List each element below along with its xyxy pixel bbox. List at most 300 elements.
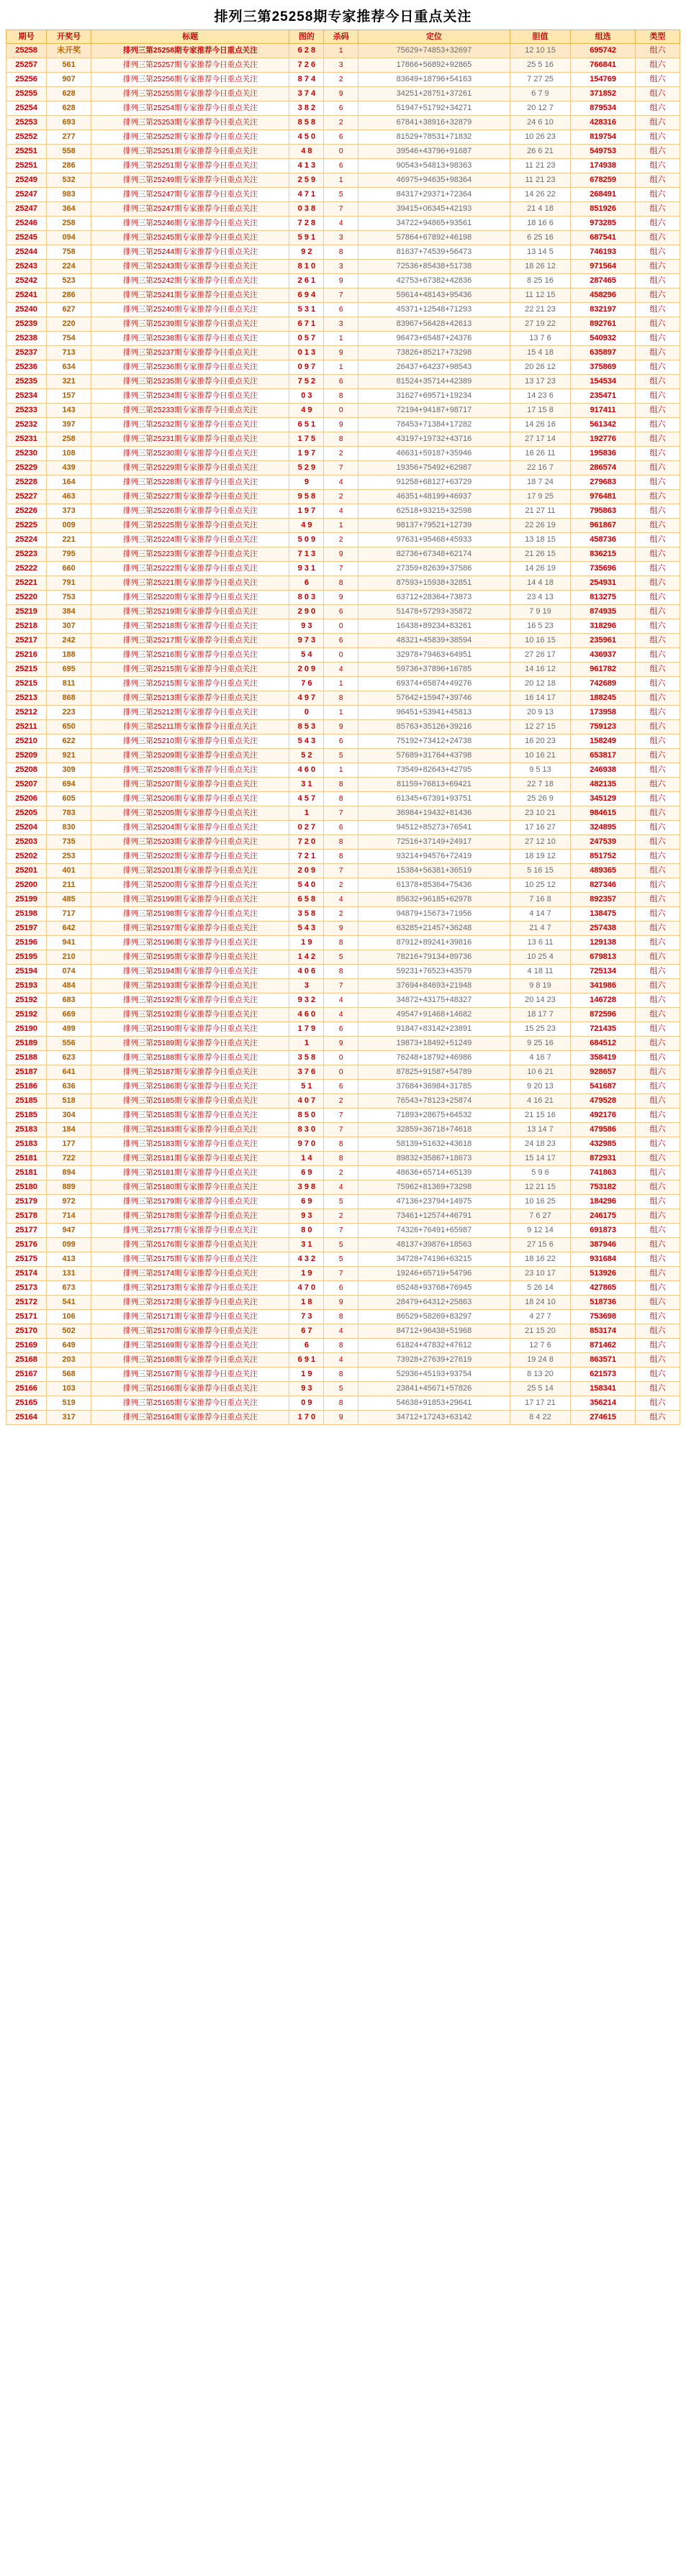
- table-row[interactable]: [6, 1353, 680, 1367]
- cell-draw-number: 373: [47, 504, 91, 519]
- cell-title-link[interactable]: 排列三第25199期专家推荐今日重点关注: [91, 893, 289, 907]
- table-row[interactable]: [6, 634, 680, 648]
- cell-images: 9 5 8: [289, 490, 324, 504]
- table-row[interactable]: [6, 58, 680, 73]
- cell-title-link[interactable]: 排列三第25189期专家推荐今日重点关注: [91, 1037, 289, 1051]
- cell-title-link[interactable]: 排列三第25167期专家推荐今日重点关注: [91, 1367, 289, 1382]
- cell-images: 5 2: [289, 749, 324, 763]
- cell-images: 1 4 2: [289, 950, 324, 965]
- cell-title-link[interactable]: 排列三第25171期专家推荐今日重点关注: [91, 1310, 289, 1324]
- table-row[interactable]: [6, 950, 680, 965]
- cell-kill-code: 8: [324, 936, 358, 950]
- cell-title-link[interactable]: 排列三第25224期专家推荐今日重点关注: [91, 533, 289, 547]
- cell-type: 组六: [636, 878, 680, 893]
- table-row[interactable]: [6, 821, 680, 835]
- cell-type: 组六: [636, 806, 680, 821]
- cell-images: 9 3: [289, 1382, 324, 1396]
- cell-issue: 25216: [6, 648, 47, 663]
- table-row[interactable]: [6, 806, 680, 821]
- cell-title-link[interactable]: 排列三第25197期专家推荐今日重点关注: [91, 921, 289, 936]
- table-row[interactable]: [6, 404, 680, 418]
- cell-position: 59614+48143+95436: [358, 288, 510, 303]
- cell-title-link[interactable]: 排列三第25186期专家推荐今日重点关注: [91, 1080, 289, 1094]
- cell-title-link[interactable]: 排列三第25254期专家推荐今日重点关注: [91, 101, 289, 116]
- table-row[interactable]: [6, 389, 680, 404]
- table-row[interactable]: [6, 648, 680, 663]
- table-row[interactable]: [6, 260, 680, 274]
- table-row[interactable]: [6, 1238, 680, 1252]
- table-row[interactable]: [6, 1094, 680, 1109]
- cell-title-link[interactable]: 排列三第25196期专家推荐今日重点关注: [91, 936, 289, 950]
- cell-images: 6 7: [289, 1324, 324, 1339]
- cell-title-link[interactable]: 排列三第25207期专家推荐今日重点关注: [91, 778, 289, 792]
- cell-draw-number: 499: [47, 1022, 91, 1037]
- cell-title-link[interactable]: 排列三第25218期专家推荐今日重点关注: [91, 619, 289, 634]
- cell-title-link[interactable]: 排列三第25173期专家推荐今日重点关注: [91, 1281, 289, 1296]
- table-row[interactable]: [6, 360, 680, 375]
- cell-title-link[interactable]: 排列三第25237期专家推荐今日重点关注: [91, 346, 289, 360]
- table-row[interactable]: [6, 1224, 680, 1238]
- cell-type: 组六: [636, 907, 680, 921]
- cell-title-link[interactable]: 排列三第25194期专家推荐今日重点关注: [91, 965, 289, 979]
- table-row[interactable]: [6, 188, 680, 202]
- cell-issue: 25215: [6, 677, 47, 691]
- cell-title-link[interactable]: 排列三第25172期专家推荐今日重点关注: [91, 1296, 289, 1310]
- cell-title-link[interactable]: 排列三第25230期专家推荐今日重点关注: [91, 447, 289, 461]
- cell-position: 34251+28751+37261: [358, 87, 510, 101]
- cell-title-link[interactable]: 排列三第25193期专家推荐今日重点关注: [91, 979, 289, 993]
- cell-title-link[interactable]: 排列三第25179期专家推荐今日重点关注: [91, 1195, 289, 1209]
- cell-images: 7 3: [289, 1310, 324, 1324]
- cell-type: 组六: [636, 87, 680, 101]
- table-row[interactable]: [6, 101, 680, 116]
- cell-group-select: 766841: [571, 58, 636, 73]
- cell-title-link[interactable]: 排列三第25245期专家推荐今日重点关注: [91, 231, 289, 245]
- cell-images: 7 6: [289, 677, 324, 691]
- table-row[interactable]: [6, 1296, 680, 1310]
- table-row[interactable]: [6, 346, 680, 360]
- table-row[interactable]: [6, 850, 680, 864]
- table-row[interactable]: [6, 490, 680, 504]
- table-row[interactable]: [6, 878, 680, 893]
- cell-draw-number: 641: [47, 1065, 91, 1080]
- cell-title-link[interactable]: 排列三第25202期专家推荐今日重点关注: [91, 850, 289, 864]
- cell-position: 85763+35126+39216: [358, 720, 510, 734]
- table-row[interactable]: [6, 173, 680, 188]
- cell-issue: 25230: [6, 447, 47, 461]
- cell-position: 73826+85217+73298: [358, 346, 510, 360]
- table-row[interactable]: [6, 73, 680, 87]
- cell-title-link[interactable]: 排列三第25174期专家推荐今日重点关注: [91, 1267, 289, 1281]
- cell-title-link[interactable]: 排列三第25212期专家推荐今日重点关注: [91, 706, 289, 720]
- table-row[interactable]: [6, 619, 680, 634]
- cell-title-link[interactable]: 排列三第25242期专家推荐今日重点关注: [91, 274, 289, 288]
- cell-title-link[interactable]: 排列三第25192期专家推荐今日重点关注: [91, 993, 289, 1008]
- cell-kill-code: 8: [324, 965, 358, 979]
- cell-title-link[interactable]: 排列三第25198期专家推荐今日重点关注: [91, 907, 289, 921]
- table-row[interactable]: [6, 332, 680, 346]
- table-row[interactable]: [6, 1080, 680, 1094]
- cell-position: 73549+82643+42795: [358, 763, 510, 778]
- cell-issue: 25193: [6, 979, 47, 993]
- cell-title-link[interactable]: 排列三第25247期专家推荐今日重点关注: [91, 188, 289, 202]
- cell-title-link[interactable]: 排列三第25176期专家推荐今日重点关注: [91, 1238, 289, 1252]
- table-row[interactable]: [6, 461, 680, 475]
- table-row[interactable]: [6, 1339, 680, 1353]
- cell-title-link[interactable]: 排列三第25234期专家推荐今日重点关注: [91, 389, 289, 404]
- cell-title-link[interactable]: 排列三第25208期专家推荐今日重点关注: [91, 763, 289, 778]
- cell-title-link[interactable]: 排列三第25201期专家推荐今日重点关注: [91, 864, 289, 878]
- cell-title-link[interactable]: 排列三第25220期专家推荐今日重点关注: [91, 591, 289, 605]
- table-row[interactable]: [6, 734, 680, 749]
- cell-title-link[interactable]: 排列三第25235期专家推荐今日重点关注: [91, 375, 289, 389]
- cell-title-link[interactable]: 排列三第25215期专家推荐今日重点关注: [91, 663, 289, 677]
- table-row[interactable]: [6, 303, 680, 317]
- table-row[interactable]: [6, 1367, 680, 1382]
- cell-kill-code: 8: [324, 1137, 358, 1152]
- cell-position: 94512+85273+76541: [358, 821, 510, 835]
- cell-type: 组六: [636, 260, 680, 274]
- cell-dan-value: 20 12 18: [510, 677, 570, 691]
- cell-title-link[interactable]: 排列三第25238期专家推荐今日重点关注: [91, 332, 289, 346]
- table-row[interactable]: [6, 1396, 680, 1411]
- cell-title-link[interactable]: 排列三第25233期专家推荐今日重点关注: [91, 404, 289, 418]
- cell-title-link[interactable]: 排列三第25183期专家推荐今日重点关注: [91, 1137, 289, 1152]
- cell-issue: 25180: [6, 1180, 47, 1195]
- cell-type: 组六: [636, 835, 680, 850]
- table-row[interactable]: [6, 130, 680, 145]
- table-row[interactable]: [6, 921, 680, 936]
- cell-images: 8 1 0: [289, 260, 324, 274]
- cell-type: 组六: [636, 303, 680, 317]
- cell-title-link[interactable]: 排列三第25240期专家推荐今日重点关注: [91, 303, 289, 317]
- cell-kill-code: 4: [324, 504, 358, 519]
- cell-type: 组六: [636, 648, 680, 663]
- cell-images: 0 9: [289, 1396, 324, 1411]
- table-row[interactable]: [6, 936, 680, 950]
- cell-images: 4 8: [289, 145, 324, 159]
- cell-title-link[interactable]: 排列三第25181期专家推荐今日重点关注: [91, 1152, 289, 1166]
- table-row[interactable]: [6, 1065, 680, 1080]
- cell-dan-value: 5 16 15: [510, 864, 570, 878]
- cell-title-link[interactable]: 排列三第25255期专家推荐今日重点关注: [91, 87, 289, 101]
- cell-title-link[interactable]: 排列三第25219期专家推荐今日重点关注: [91, 605, 289, 619]
- cell-images: 1 7 0: [289, 1411, 324, 1425]
- table-row[interactable]: [6, 159, 680, 173]
- cell-kill-code: 9: [324, 1411, 358, 1425]
- cell-title-link[interactable]: 排列三第25247期专家推荐今日重点关注: [91, 202, 289, 217]
- cell-images: 1 9: [289, 1367, 324, 1382]
- cell-dan-value: 10 16 15: [510, 634, 570, 648]
- cell-issue: 25236: [6, 360, 47, 375]
- cell-kill-code: 1: [324, 360, 358, 375]
- cell-title-link[interactable]: 排列三第25168期专家推荐今日重点关注: [91, 1353, 289, 1367]
- cell-title-link[interactable]: 排列三第25178期专家推荐今日重点关注: [91, 1209, 289, 1224]
- cell-title-link[interactable]: 排列三第25251期专家推荐今日重点关注: [91, 145, 289, 159]
- table-row[interactable]: [6, 792, 680, 806]
- table-row[interactable]: [6, 475, 680, 490]
- cell-draw-number: 211: [47, 878, 91, 893]
- cell-issue: 25257: [6, 58, 47, 73]
- cell-title-link[interactable]: 排列三第25209期专家推荐今日重点关注: [91, 749, 289, 763]
- cell-title-link[interactable]: 排列三第25204期专家推荐今日重点关注: [91, 821, 289, 835]
- cell-title-link[interactable]: 排列三第25183期专家推荐今日重点关注: [91, 1123, 289, 1137]
- cell-title-link[interactable]: 排列三第25236期专家推荐今日重点关注: [91, 360, 289, 375]
- cell-title-link[interactable]: 排列三第25187期专家推荐今日重点关注: [91, 1065, 289, 1080]
- cell-title-link[interactable]: 排列三第25251期专家推荐今日重点关注: [91, 159, 289, 173]
- table-row[interactable]: [6, 1281, 680, 1296]
- cell-title-link[interactable]: 排列三第25227期专家推荐今日重点关注: [91, 490, 289, 504]
- cell-title-link[interactable]: 排列三第25243期专家推荐今日重点关注: [91, 260, 289, 274]
- cell-title-link[interactable]: 排列三第25192期专家推荐今日重点关注: [91, 1008, 289, 1022]
- cell-position: 87912+89241+39816: [358, 936, 510, 950]
- cell-title-link[interactable]: 排列三第25203期专家推荐今日重点关注: [91, 835, 289, 850]
- table-row[interactable]: [6, 116, 680, 130]
- column-header-images: 图的: [289, 30, 324, 44]
- cell-group-select: 759123: [571, 720, 636, 734]
- table-row[interactable]: [6, 562, 680, 576]
- cell-type: 组六: [636, 562, 680, 576]
- cell-issue: 25247: [6, 188, 47, 202]
- cell-images: 5 4: [289, 648, 324, 663]
- cell-images: 8 5 3: [289, 720, 324, 734]
- table-row[interactable]: [6, 432, 680, 447]
- table-row[interactable]: [6, 87, 680, 101]
- table-row[interactable]: [6, 1209, 680, 1224]
- table-row[interactable]: [6, 1180, 680, 1195]
- cell-dan-value: 16 20 23: [510, 734, 570, 749]
- cell-title-link[interactable]: 排列三第25241期专家推荐今日重点关注: [91, 288, 289, 303]
- table-row[interactable]: [6, 591, 680, 605]
- cell-draw-number: 983: [47, 188, 91, 202]
- cell-kill-code: 4: [324, 217, 358, 231]
- table-row[interactable]: [6, 1166, 680, 1180]
- cell-title-link[interactable]: 排列三第25244期专家推荐今日重点关注: [91, 245, 289, 260]
- cell-title-link[interactable]: 排列三第25217期专家推荐今日重点关注: [91, 634, 289, 648]
- cell-images: 9 3 1: [289, 562, 324, 576]
- cell-title-link[interactable]: 排列三第25223期专家推荐今日重点关注: [91, 547, 289, 562]
- table-row[interactable]: [6, 691, 680, 706]
- table-row[interactable]: [6, 418, 680, 432]
- cell-title-link[interactable]: 排列三第25226期专家推荐今日重点关注: [91, 504, 289, 519]
- cell-title-link[interactable]: 排列三第25175期专家推荐今日重点关注: [91, 1252, 289, 1267]
- cell-title-link[interactable]: 排列三第25188期专家推荐今日重点关注: [91, 1051, 289, 1065]
- cell-position: 78453+71384+17282: [358, 418, 510, 432]
- cell-draw-number: 309: [47, 763, 91, 778]
- cell-type: 组六: [636, 778, 680, 792]
- cell-title-link[interactable]: 排列三第25246期专家推荐今日重点关注: [91, 217, 289, 231]
- cell-group-select: 741863: [571, 1166, 636, 1180]
- cell-dan-value: 9 8 19: [510, 979, 570, 993]
- table-row[interactable]: [6, 749, 680, 763]
- cell-dan-value: 22 16 7: [510, 461, 570, 475]
- table-row[interactable]: [6, 231, 680, 245]
- cell-draw-number: 714: [47, 1209, 91, 1224]
- cell-title-link[interactable]: 排列三第25216期专家推荐今日重点关注: [91, 648, 289, 663]
- cell-title-link[interactable]: 排列三第25200期专家推荐今日重点关注: [91, 878, 289, 893]
- table-row[interactable]: [6, 778, 680, 792]
- cell-issue: 25181: [6, 1152, 47, 1166]
- cell-issue: 25185: [6, 1109, 47, 1123]
- cell-title-link[interactable]: 排列三第25190期专家推荐今日重点关注: [91, 1022, 289, 1037]
- table-row[interactable]: [6, 44, 680, 58]
- table-row[interactable]: [6, 1008, 680, 1022]
- cell-group-select: 984615: [571, 806, 636, 821]
- cell-issue: 25201: [6, 864, 47, 878]
- cell-title-link[interactable]: 排列三第25215期专家推荐今日重点关注: [91, 677, 289, 691]
- table-row[interactable]: [6, 375, 680, 389]
- table-row[interactable]: [6, 288, 680, 303]
- cell-group-select: 725134: [571, 965, 636, 979]
- cell-title-link[interactable]: 排列三第25166期专家推荐今日重点关注: [91, 1382, 289, 1396]
- cell-title-link[interactable]: 排列三第25170期专家推荐今日重点关注: [91, 1324, 289, 1339]
- table-row[interactable]: [6, 1195, 680, 1209]
- table-row[interactable]: [6, 1252, 680, 1267]
- table-row[interactable]: [6, 1137, 680, 1152]
- table-row[interactable]: [6, 317, 680, 332]
- table-row[interactable]: [6, 1324, 680, 1339]
- cell-title-link[interactable]: 排列三第25228期专家推荐今日重点关注: [91, 475, 289, 490]
- table-row[interactable]: [6, 1411, 680, 1425]
- table-row[interactable]: [6, 763, 680, 778]
- table-row[interactable]: [6, 965, 680, 979]
- cell-title-link[interactable]: 排列三第25229期专家推荐今日重点关注: [91, 461, 289, 475]
- cell-group-select: 482135: [571, 778, 636, 792]
- cell-kill-code: 2: [324, 116, 358, 130]
- cell-draw-number: 795: [47, 547, 91, 562]
- table-row[interactable]: [6, 202, 680, 217]
- table-row[interactable]: [6, 217, 680, 231]
- table-row[interactable]: [6, 245, 680, 260]
- cell-images: 6 5 8: [289, 893, 324, 907]
- table-row[interactable]: [6, 605, 680, 619]
- cell-kill-code: 9: [324, 1037, 358, 1051]
- cell-position: 32859+36718+74618: [358, 1123, 510, 1137]
- cell-position: 63712+28364+73873: [358, 591, 510, 605]
- cell-title-link[interactable]: 排列三第25169期专家推荐今日重点关注: [91, 1339, 289, 1353]
- cell-type: 组六: [636, 1094, 680, 1109]
- cell-type: 组六: [636, 677, 680, 691]
- cell-issue: 25196: [6, 936, 47, 950]
- cell-title-link[interactable]: 排列三第25177期专家推荐今日重点关注: [91, 1224, 289, 1238]
- cell-kill-code: 1: [324, 763, 358, 778]
- table-row[interactable]: [6, 504, 680, 519]
- table-row[interactable]: [6, 864, 680, 878]
- cell-title-link[interactable]: 排列三第25221期专家推荐今日重点关注: [91, 576, 289, 591]
- table-row[interactable]: [6, 1037, 680, 1051]
- cell-title-link[interactable]: 排列三第25195期专家推荐今日重点关注: [91, 950, 289, 965]
- cell-title-link[interactable]: 排列三第25180期专家推荐今日重点关注: [91, 1180, 289, 1195]
- table-row[interactable]: [6, 706, 680, 720]
- cell-title-link[interactable]: 排列三第25211期专家推荐今日重点关注: [91, 720, 289, 734]
- cell-title-link[interactable]: 排列三第25205期专家推荐今日重点关注: [91, 806, 289, 821]
- cell-type: 组六: [636, 73, 680, 87]
- cell-title-link[interactable]: 排列三第25210期专家推荐今日重点关注: [91, 734, 289, 749]
- cell-title-link[interactable]: 排列三第25225期专家推荐今日重点关注: [91, 519, 289, 533]
- cell-title-link[interactable]: 排列三第25257期专家推荐今日重点关注: [91, 58, 289, 73]
- table-row[interactable]: [6, 835, 680, 850]
- table-row[interactable]: [6, 1310, 680, 1324]
- cell-draw-number: 669: [47, 1008, 91, 1022]
- table-row[interactable]: [6, 907, 680, 921]
- cell-images: 0 3: [289, 389, 324, 404]
- cell-issue: 25228: [6, 475, 47, 490]
- cell-title-link[interactable]: 排列三第25239期专家推荐今日重点关注: [91, 317, 289, 332]
- table-row[interactable]: [6, 1123, 680, 1137]
- cell-title-link[interactable]: 排列三第25258期专家推荐今日重点关注: [91, 44, 289, 58]
- table-row[interactable]: [6, 677, 680, 691]
- table-row[interactable]: [6, 720, 680, 734]
- cell-issue: 25240: [6, 303, 47, 317]
- table-row[interactable]: [6, 1109, 680, 1123]
- cell-issue: 25231: [6, 432, 47, 447]
- cell-dan-value: 12 27 15: [510, 720, 570, 734]
- cell-draw-number: 074: [47, 965, 91, 979]
- cell-group-select: 635897: [571, 346, 636, 360]
- cell-title-link[interactable]: 排列三第25231期专家推荐今日重点关注: [91, 432, 289, 447]
- cell-title-link[interactable]: 排列三第25165期专家推荐今日重点关注: [91, 1396, 289, 1411]
- cell-title-link[interactable]: 排列三第25252期专家推荐今日重点关注: [91, 130, 289, 145]
- table-row[interactable]: [6, 1022, 680, 1037]
- cell-issue: 25251: [6, 145, 47, 159]
- table-row[interactable]: [6, 993, 680, 1008]
- table-row[interactable]: [6, 1267, 680, 1281]
- cell-type: 组六: [636, 763, 680, 778]
- cell-issue: 25232: [6, 418, 47, 432]
- table-row[interactable]: [6, 547, 680, 562]
- table-row[interactable]: [6, 1152, 680, 1166]
- cell-type: 组六: [636, 404, 680, 418]
- cell-issue: 25241: [6, 288, 47, 303]
- table-row[interactable]: [6, 447, 680, 461]
- cell-title-link[interactable]: 排列三第25185期专家推荐今日重点关注: [91, 1094, 289, 1109]
- cell-draw-number: 683: [47, 993, 91, 1008]
- cell-draw-number: 694: [47, 778, 91, 792]
- cell-type: 组六: [636, 619, 680, 634]
- cell-title-link[interactable]: 排列三第25164期专家推荐今日重点关注: [91, 1411, 289, 1425]
- cell-title-link[interactable]: 排列三第25222期专家推荐今日重点关注: [91, 562, 289, 576]
- table-row[interactable]: [6, 663, 680, 677]
- cell-title-link[interactable]: 排列三第25213期专家推荐今日重点关注: [91, 691, 289, 706]
- table-row[interactable]: [6, 1051, 680, 1065]
- cell-dan-value: 16 14 17: [510, 691, 570, 706]
- cell-type: 组六: [636, 1166, 680, 1180]
- table-row[interactable]: [6, 274, 680, 288]
- table-row[interactable]: [6, 893, 680, 907]
- cell-title-link[interactable]: 排列三第25206期专家推荐今日重点关注: [91, 792, 289, 806]
- table-row[interactable]: [6, 979, 680, 993]
- cell-title-link[interactable]: 排列三第25181期专家推荐今日重点关注: [91, 1166, 289, 1180]
- cell-type: 组六: [636, 432, 680, 447]
- table-row[interactable]: [6, 145, 680, 159]
- cell-title-link[interactable]: 排列三第25256期专家推荐今日重点关注: [91, 73, 289, 87]
- table-row[interactable]: [6, 1382, 680, 1396]
- table-row[interactable]: [6, 576, 680, 591]
- cell-kill-code: 2: [324, 1209, 358, 1224]
- cell-title-link[interactable]: 排列三第25249期专家推荐今日重点关注: [91, 173, 289, 188]
- cell-kill-code: 6: [324, 101, 358, 116]
- cell-title-link[interactable]: 排列三第25185期专家推荐今日重点关注: [91, 1109, 289, 1123]
- cell-group-select: 195836: [571, 447, 636, 461]
- cell-draw-number: 258: [47, 217, 91, 231]
- cell-issue: 25258: [6, 44, 47, 58]
- table-row[interactable]: [6, 533, 680, 547]
- cell-position: 72516+37149+24917: [358, 835, 510, 850]
- table-row[interactable]: [6, 519, 680, 533]
- cell-images: 3 9 8: [289, 1180, 324, 1195]
- cell-title-link[interactable]: 排列三第25253期专家推荐今日重点关注: [91, 116, 289, 130]
- cell-title-link[interactable]: 排列三第25232期专家推荐今日重点关注: [91, 418, 289, 432]
